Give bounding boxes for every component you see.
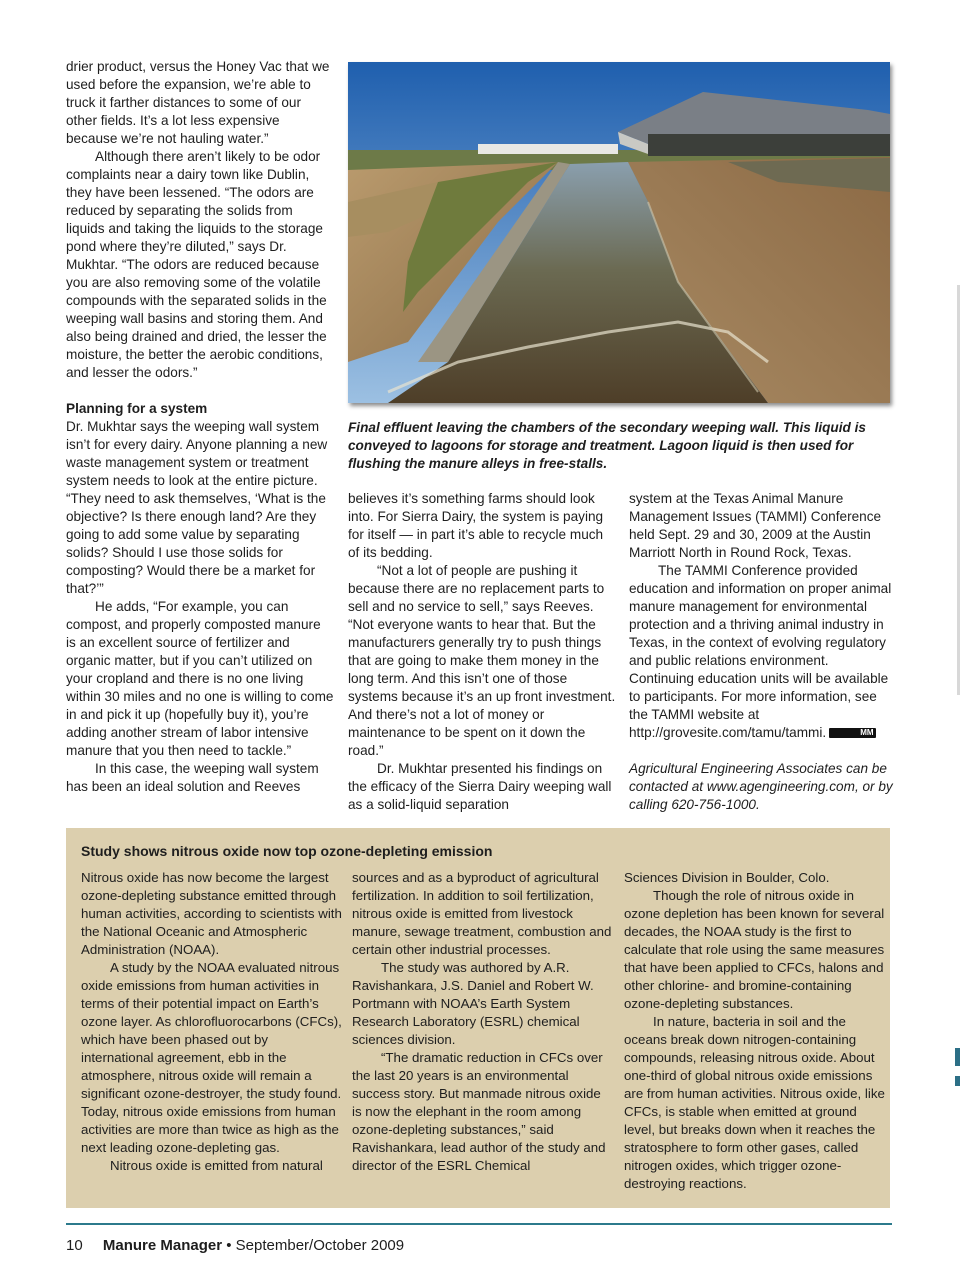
section-heading: Planning for a system [66,401,208,416]
footer-rule [66,1223,892,1225]
body-paragraph: drier product, versus the Honey Vac that we used before the expansion, we’re able to truck it farther distances to some of our other fields. It’s a lot less expensive because we’re not hauling water.” [66,59,330,146]
sidebar-paragraph: A study by the NOAA evaluated nitrous oxide emissions from human activities in terms of their potential impact on Earth’s ozone layer. As chlorofluorocarbons (CFCs), which have been phased out by international agreement, ebb in the atmosphere, nitrous oxide will remain a significant ozone-destroyer, the study found. Today, nitrous oxide emissions from human activities are more than twice as high as the next leading ozone-depleting gas. [81,960,342,1155]
article-column-3 [629,490,897,814]
sidebar-paragraph: Nitrous oxide is emitted from natural [110,1158,323,1173]
body-paragraph: In this case, the weeping wall system has been an ideal solution and Reeves [66,761,319,794]
body-paragraph: He adds, “For example, you can compost, and properly composted manure is an excellent source of fertilizer and organic matter, but if you can’t utilized on your cropland and there is no one living within 30 miles and no one is willing to come in and pick it up (hopefully buy it), you’re adding another stream of labor intensive manure that you then need to tackle.” [66,599,334,758]
magazine-name: Manure Manager [102,1237,223,1254]
sidebar-paragraph: Sciences Division in Boulder, Colo. [624,870,830,885]
sidebar-box [66,828,890,1208]
photo-caption: Final effluent leaving the chambers of the secondary weeping wall. This liquid is conveyed to lagoons for storage and treatment. Lagoon liquid is then used for flushing the manure alleys in free-stalls. [348,420,866,471]
article-column-1 [66,58,334,796]
sidebar-column-1 [81,869,343,1175]
page-edge-tab [955,1076,960,1086]
sidebar-column-3 [624,869,886,1193]
body-paragraph: Although there aren’t likely to be odor complaints near a dairy town like Dublin, they have been lessened. “The odors are reduced by separating the solids from liquids and taking the liquids to the storage pond where they’re diluted,” says Dr. Mukhtar. “The odors are reduced because you are also removing some of the volatile compounds with the separated solids in the weeping wall basins and storing them. And also being drained and dried, the lesser the moisture, the better the aerobic conditions, and lesser the odors.” [66,149,327,380]
page-footer [66,1236,404,1256]
body-paragraph: Dr. Mukhtar presented his findings on the efficacy of the Sierra Dairy weeping wall as a solid-liquid separation [348,761,612,812]
sidebar-column-2 [352,869,614,1175]
footer-separator: • [226,1237,232,1254]
body-paragraph: system at the Texas Animal Manure Management Issues (TAMMI) Conference held Sept. 29 and 30, 2009 at the Austin Marriott North in Round Rock, Texas. [629,491,882,560]
end-mark-logo: MM [829,728,875,738]
sidebar-title: Study shows nitrous oxide now top ozone-depleting emission [81,843,493,859]
sidebar-paragraph: “The dramatic reduction in CFCs over the last 20 years is an environmental success story. But manmade nitrous oxide is now the elephant in the room among ozone-depleting substances,” said Ravishankara, lead author of the study and director of the ESRL Chemical [352,1050,606,1173]
page-number: 10 [66,1237,83,1254]
page-edge-tab [955,1048,960,1066]
sidebar-paragraph: sources and as a byproduct of agricultural fertilization. In addition to soil fertilization, nitrous oxide is emitted from livestock manure, sewage treatment, combustion and certain other industrial processes. [352,870,612,957]
article-column-2 [348,490,616,814]
body-paragraph: believes it’s something farms should look into. For Sierra Dairy, the system is paying for itself — in part it’s able to recycle much of its bedding. [348,491,604,560]
body-paragraph: “Not a lot of people are pushing it because there are no replacement parts to sell and no service to sell,” says Reeves. “Not everyone wants to hear that. But the manufacturers generally try to push things that are going to make them money in the long term. And this isn’t one of those systems because it’s an up front investment. And there’s not a lot of money or maintenance to be spent on it down the road.” [348,563,616,758]
sidebar-paragraph: The study was authored by A.R. Ravishankara, J.S. Daniel and Robert W. Portmann with NOAA’s Earth System Research Laboratory (ESRL) chemical sciences division. [352,960,594,1047]
issue-date: September/October 2009 [235,1237,405,1254]
sidebar-paragraph: In nature, bacteria in soil and the oceans break down nitrogen-containing compounds, releasing nitrous oxide. About one-third of global nitrous oxide emissions are from human activities. Nitrous oxide, like CFCs, is stable when emitted at ground level, but breaks down when it reaches the stratosphere to form other gases, called nitrogen oxides, which trigger ozone-destroying reactions. [624,1014,885,1191]
sidebar-paragraph: Though the role of nitrous oxide in ozone depletion has been known for several decades, the NOAA study is the first to calculate that role using the same measures that have been applied to CFCs, halons and other chlorine- and bromine-containing ozone-depleting substances. [624,888,885,1011]
author-credit: Agricultural Engineering Associates can be contacted at www.agengineering.com, or by calling 620-756-1000. [629,761,893,812]
article-photo [348,62,890,403]
tammi-paragraph-text: The TAMMI Conference provided education and information on proper animal manure management for environmental protection and a thriving animal industry in Texas, in the context of evolving regulatory and public relations environment. Continuing education units will be available to participants. For more information, see the TAMMI website at http://grovesite.com/tamu/tammi. [629,563,892,740]
sidebar-paragraph: Nitrous oxide has now become the largest ozone-depleting substance emitted through human activities, according to scientists with the National Oceanic and Atmospheric Administration (NOAA). [81,870,342,957]
body-paragraph [629,562,897,742]
body-paragraph: Dr. Mukhtar says the weeping wall system isn’t for every dairy. Anyone planning a new waste management system or treatment system needs to look at the entire picture. “They need to ask themselves, ‘What is the objective? Is there enough land? Are they going to add some value by separating solids? Should I use those solids for composting? Would there be a market for that?’” [66,419,328,596]
